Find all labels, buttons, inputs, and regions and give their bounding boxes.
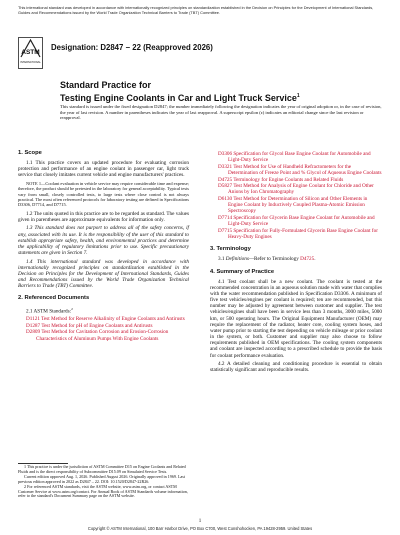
term-num: 3.1 xyxy=(218,256,226,263)
tbt-banner: This international standard was developed in accordance with internationally recognized principles on standardization established in the Decision on Principles for the Development of International Standards, Guides and Recommendations issued by the World Trade Organization Technical Barriers to Trade (TBT) Committee. xyxy=(18,5,374,15)
ref-title[interactable]: Test Method for pH of Engine Coolants and Antirusts xyxy=(41,322,153,329)
ref-title[interactable]: Terminology for Engine Coolants and Related Fluids xyxy=(233,176,344,183)
copyright-footer: Copyright © ASTM International, 100 Barr Harbor Drive, PO Box C700, West Conshohocken, PA 19428-2959. United States xyxy=(87,526,313,531)
summary-heading: 4. Summary of Practice xyxy=(210,268,275,275)
ref-item[interactable] xyxy=(218,164,382,176)
scope-1-3: 1.3 This standard does not purport to address all of the safety concerns, if any, associated with its use. It is the responsibility of the user of this standard to establish appropriate safety, health, and environmental practices and determine the applicability of regulatory limitations prior to use. Specific precautionary statements are given in Section 7. xyxy=(18,225,189,257)
title-line-1: Standard Practice for xyxy=(60,80,152,90)
page-title xyxy=(60,80,360,104)
svg-text:ASTM: ASTM xyxy=(21,49,40,56)
note-1: NOTE 1—Coolant evaluation in vehicle service may require considerable time and expense; therefore, the product should be pretested in the laboratory for general acceptability. Typical tests vary from small, closely controlled tests, to large tests where close control is not always practical. The most often referenced protocols for laboratory testing are defined in Specifications D3306, D7714, and D7715. xyxy=(18,181,189,208)
refs-sub xyxy=(26,306,189,315)
left-column xyxy=(18,150,189,342)
ref-code[interactable]: D1121 xyxy=(26,316,40,323)
astm-logo-icon xyxy=(18,37,43,69)
issue-note: This standard is issued under the fixed designation D2847; the number immediately following the designation indicates the year of original adoption or, in the case of revision, the year of last revision. A number in parentheses indicates the year of last reapproval. A superscript epsilon (ε) indicates an editorial change since the last revision or reapproval. xyxy=(60,104,382,121)
designation: Designation: D2847 − 22 (Reapproved 2026) xyxy=(51,43,213,52)
terminology-3-1 xyxy=(210,256,382,262)
ref-item[interactable] xyxy=(218,183,382,195)
ref-title[interactable]: Specification for Glycerin Base Engine Coolant for Automobile and Light-Duty Service xyxy=(228,215,375,228)
ref-code[interactable]: D7715 xyxy=(218,227,233,234)
ref-item[interactable] xyxy=(218,177,382,183)
ref-title[interactable]: Test Method for Reserve Alkalinity of Engine Coolants and Antirusts xyxy=(41,316,185,323)
ref-item[interactable] xyxy=(218,228,382,240)
ref-title[interactable]: Test Method for Determination of Silicon and Other Elements in Engine Coolant by Inductively Coupled Plasma-Atomic Emission Spectroscopy xyxy=(228,196,368,215)
ref-code[interactable]: D1287 xyxy=(26,322,41,329)
scope-1-2: 1.2 The units quoted in this practice are to be regarded as standard. The values given in parentheses are approximate equivalents for information only. xyxy=(18,210,189,223)
title-footnote-marker: 1 xyxy=(296,93,300,99)
page-number: 1 xyxy=(198,519,202,524)
summary-4-2: 4.2 A detailed cleaning and conditioning procedure is essential to obtain statistically significant and reproducible results. xyxy=(210,361,382,374)
refs-sub-text: 2.1 ASTM Standards: xyxy=(26,308,72,315)
ref-code[interactable]: D3321 xyxy=(218,163,233,170)
scope-1-4: 1.4 This international standard was developed in accordance with internationally recognized principles on standardization established in the Decision on Principles for the Development of International Standards, Guides and Recommendations issued by the World Trade Organization Technical Barriers to Trade (TBT) Committee. xyxy=(18,258,189,290)
ref-title[interactable]: Test Method for Cavitation Corrosion and Erosion-Corrosion Characteristics of Aluminum Pumps With Engine Coolants xyxy=(36,329,169,342)
scope-heading: 1. Scope xyxy=(18,150,42,156)
title-line-2 xyxy=(60,91,360,104)
svg-text:INTERNATIONAL: INTERNATIONAL xyxy=(20,61,41,64)
footnote-2: 2 For referenced ASTM standards, visit the ASTM website, www.astm.org, or contact ASTM Customer Service at www.astm.org/contact. For Annual Book of ASTM Standards volume information, refer to the standard's Document Summary page on the ASTM website. xyxy=(18,483,188,499)
ref-item[interactable] xyxy=(218,196,382,214)
ref-code[interactable]: D7714 xyxy=(218,215,233,222)
ref-code[interactable]: D2809 xyxy=(26,329,41,336)
ref-item[interactable] xyxy=(26,316,189,322)
ref-code[interactable]: D6130 xyxy=(218,196,233,203)
footnote-1b: Current edition approved Aug. 1, 2026. Published August 2026. Originally approved in 1969. Last previous edition approved in 2022 as D2847 – 22. DOI: 10.1520/D2847-22R26. xyxy=(18,473,186,484)
scope-1-1: 1.1 This practice covers an updated procedure for evaluating corrosion protection and performance of an engine coolant in passenger car, light truck service that closely imitates current vehicle and engine manufacturers' practices. xyxy=(18,160,189,179)
refs-heading: 2. Referenced Documents xyxy=(18,295,90,302)
term-def: Definitions xyxy=(225,256,249,263)
ref-title[interactable]: Specification for Fully-Formulated Glycerin Base Engine Coolant for Heavy-Duty Engines xyxy=(228,227,378,241)
ref-title[interactable]: Test Method for Analysis of Engine Coolant for Chloride and Other Anions by Ion Chromatography xyxy=(228,183,374,196)
footnotes xyxy=(18,465,189,499)
ref-code[interactable]: D3306 xyxy=(218,151,233,157)
ref-item[interactable] xyxy=(26,329,189,341)
term-text: —Refer to Terminology xyxy=(248,256,301,263)
ref-code[interactable]: D5827 xyxy=(218,183,233,190)
summary-4-1: 4.1 Test coolant shall be a new coolant. The coolant is tested at the recommended concentration in an aqueous solution made with water that complies with the water recommendation published in Specification D3306. A minimum of five test vehicles/engines per coolant is required; ten are recommended, but this number may be adjusted by agreement between customer and supplier. The test vehicles/engines shall have been in service less than 3 months, 3000 miles, 5000 km, or 500 operating hours. The Original Equipment Manufacturer (OEM) may require the replacement of the radiator, heater core, cooling system hoses, and water pump prior to starting the test depending on vehicle mileage or prior coolant in the system, or both. Customer and supplier may also choose to follow requirements published in OEM specifications. The cooling system components and coolant are inspected according to a prescribed schedule to provide the basis for coolant performance evaluation. xyxy=(210,278,382,359)
ref-title[interactable]: Specification for Glycol Base Engine Coolant for Automobile and Light-Duty Service xyxy=(228,151,371,164)
terminology-heading: 3. Terminology xyxy=(210,246,251,253)
ref-item[interactable] xyxy=(218,151,382,163)
ref-item[interactable] xyxy=(218,215,382,227)
ref-item[interactable] xyxy=(26,323,189,329)
refs-sub-marker: 2 xyxy=(71,306,73,311)
right-column xyxy=(210,151,382,376)
ref-title[interactable]: Test Method for Use of Handheld Refractometers for the Determination of Freeze Point and % Glycol of Aqueous Engine Coolants xyxy=(228,163,382,176)
footnote-1: 1 This practice is under the jurisdiction of ASTM Committee D15 on Engine Coolants and Related Fluids and is the direct responsibility of Subcommittee D15.09 on Simulated Service Tests. xyxy=(18,464,186,474)
ref-code[interactable]: D4725 xyxy=(218,176,233,183)
term-ref-link[interactable]: D4725 xyxy=(300,256,315,263)
title-text: Testing Engine Coolants in Car and Light Truck Service xyxy=(60,93,297,103)
term-end: . xyxy=(314,256,316,263)
